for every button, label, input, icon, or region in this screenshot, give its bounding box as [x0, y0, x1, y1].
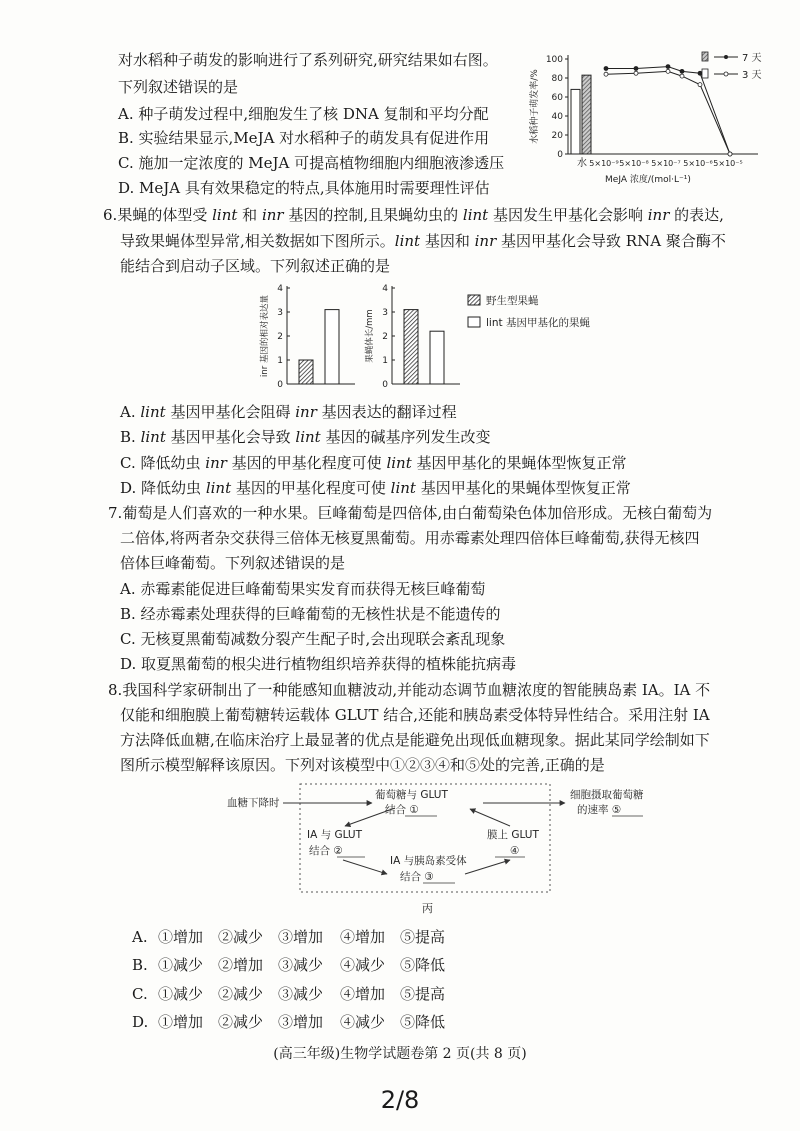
- gene-lint: lint: [140, 403, 166, 421]
- q6-line3: 能结合到启动子区域。下列叙述正确的是: [120, 257, 391, 275]
- q5-stem-tail: 对水稻种子萌发的影响进行了系列研究,研究结果如右图。: [118, 51, 498, 69]
- q6-a-p1: 基因表达的翻译过程: [316, 403, 457, 421]
- page-footer: (高三年级)生物学试题卷第 2 页(共 8 页): [273, 1046, 527, 1062]
- gene-lint: lint: [295, 428, 321, 446]
- q6-l1a: 果蝇的体型受: [117, 206, 213, 224]
- gene-lint: lint: [212, 206, 238, 224]
- q6-option-a: [120, 402, 457, 422]
- gene-lint: lint: [394, 232, 421, 250]
- q7-text: 葡萄是人们喜欢的一种水果。巨峰葡萄是四倍体,由白葡萄染色体加倍形成。无核白葡萄为: [122, 504, 713, 522]
- gene-inr: inr: [295, 403, 317, 421]
- legend-label-wild-type: 野生型果蝇: [486, 295, 539, 307]
- y-tick-label: 1: [382, 356, 388, 366]
- q5-option-a: A. 种子萌发过程中,细胞发生了核 DNA 复制和平均分配: [118, 105, 489, 123]
- legend-swatch-3day-bar: [702, 69, 708, 78]
- y-tick-label: 4: [382, 284, 388, 294]
- point-7day: [666, 65, 670, 69]
- q8-option-item: ③增加: [278, 928, 324, 946]
- x-tick-label: 水: [577, 158, 587, 169]
- q7-option-a: A. 赤霉素能促进巨峰葡萄果实发育而获得无核巨峰葡萄: [120, 580, 486, 598]
- y-tick-label: 0: [382, 380, 388, 390]
- q6-d-p0: 降低幼虫: [141, 479, 206, 497]
- y-tick-label: 1: [277, 356, 283, 366]
- point-7day: [604, 67, 608, 71]
- y-tick-label: 2: [382, 332, 388, 342]
- node-uptake-1: 细胞摄取葡萄糖: [570, 789, 644, 801]
- x-axis-label: MeJA 浓度/(mol·L⁻¹): [605, 175, 691, 185]
- q8-line2: 仅能和细胞膜上葡萄糖转运载体 GLUT 结合,还能和胰岛素受体特异性结合。采用注射 IA: [120, 706, 710, 724]
- q6-line2: [120, 231, 726, 251]
- q8-option-item: ②减少: [218, 928, 264, 946]
- node-membrane-glut-2: ④: [510, 845, 520, 857]
- y-tick-label: 0: [557, 150, 563, 160]
- gene-lint: lint: [140, 428, 166, 446]
- y-tick-label: 4: [277, 284, 283, 294]
- point-3day: [634, 71, 638, 75]
- q6-a-label: A.: [120, 403, 141, 421]
- q8-option-item: ③减少: [278, 985, 324, 1003]
- q7-option-b: B. 经赤霉素处理获得的巨峰葡萄的无核性状是不能遗传的: [120, 605, 501, 623]
- q6-option-d: [120, 478, 631, 498]
- series-line-3day: [606, 71, 730, 154]
- q6-l1e: 的表达,: [669, 206, 724, 224]
- y-tick-label: 40: [551, 112, 563, 122]
- q6-c-p2: 基因甲基化的果蝇体型恢复正常: [411, 454, 627, 472]
- diagram-start: 血糖下降时: [227, 797, 280, 809]
- body-length-y-label: 果蝇体长/mm: [365, 309, 375, 363]
- y-tick-label: 100: [545, 55, 563, 65]
- q8-option-label: B.: [132, 956, 148, 974]
- point-7day: [698, 71, 702, 75]
- q8-option-label: D.: [132, 1013, 149, 1031]
- bar-wild-type: [299, 360, 313, 384]
- y-tick-label: 80: [551, 74, 563, 84]
- q8-option-item: ④减少: [340, 956, 386, 974]
- x-tick-label: 5×10⁻⁶: [683, 159, 713, 168]
- q8-option-item: ⑤提高: [400, 985, 446, 1003]
- q5-option-c: C. 施加一定浓度的 MeJA 可提高植物细胞内细胞液渗透压: [118, 154, 505, 172]
- node-uptake-2: 的速率 ⑤: [577, 804, 622, 816]
- gene-lint: lint: [205, 479, 232, 497]
- legend-swatch-wild-type: [468, 295, 480, 305]
- gene-inr: inr: [261, 206, 284, 224]
- legend-marker-7day: [724, 55, 728, 59]
- q8-option-item: ③增加: [278, 1013, 324, 1031]
- q8-option-item: ③减少: [278, 956, 324, 974]
- q8-option-item: ①增加: [158, 928, 204, 946]
- q5-option-b: B. 实验结果显示,MeJA 对水稻种子的萌发具有促进作用: [118, 129, 490, 147]
- q6-l1b: 和: [237, 206, 262, 224]
- point-3day: [680, 74, 684, 78]
- q6-a-p0: 基因甲基化会阻碍: [170, 403, 296, 421]
- q8-option-item: ④增加: [340, 985, 386, 1003]
- q8-option-item: ①减少: [158, 985, 204, 1003]
- q7-option-d: D. 取夏黑葡萄的根尖进行植物组织培养获得的植株能抗病毒: [120, 655, 517, 673]
- gene-inr: inr: [205, 454, 227, 472]
- q6-l1c: 基因的控制,且果蝇幼虫的: [283, 206, 463, 224]
- point-3day: [604, 72, 608, 76]
- fruitfly-charts: [252, 280, 662, 398]
- q8-option-item: ①增加: [158, 1013, 204, 1031]
- meja-germination-chart: [520, 42, 785, 202]
- gene-lint: lint: [462, 206, 489, 224]
- y-tick-label: 60: [551, 93, 563, 103]
- node-ia-glut-2: 结合 ②: [309, 845, 343, 857]
- node-ia-receptor-2: 结合 ③: [400, 871, 434, 883]
- x-tick-label: 5×10⁻⁵: [713, 159, 743, 168]
- y-tick-label: 3: [382, 308, 388, 318]
- q6-line1: [103, 205, 724, 225]
- x-tick-label: 5×10⁻⁸: [619, 159, 649, 168]
- x-tick-label: 5×10⁻⁷: [651, 159, 681, 168]
- q6-b-p0: 基因甲基化会导致: [170, 428, 296, 446]
- node-glucose-glut-2: 结合 ①: [385, 804, 419, 816]
- y-tick-label: 2: [277, 332, 283, 342]
- q8-option-item: ⑤降低: [400, 956, 446, 974]
- gene-inr: inr: [474, 232, 497, 250]
- y-tick-label: 0: [277, 380, 283, 390]
- q8-option-item: ②减少: [218, 1013, 264, 1031]
- diagram-caption: 丙: [422, 902, 433, 915]
- node-ia-glut-1: IA 与 GLUT: [307, 829, 363, 841]
- bar-lint-methylated: [430, 331, 444, 384]
- q6-d-p2: 基因甲基化的果蝇体型恢复正常: [415, 479, 631, 497]
- node-ia-receptor-1: IA 与胰岛素受体: [390, 855, 467, 867]
- q6-c-label: C.: [120, 454, 141, 472]
- q6-b-label: B.: [120, 428, 141, 446]
- y-axis-label: 水稻种子萌发率/%: [530, 69, 540, 144]
- gene-lint: lint: [390, 479, 416, 497]
- point-3day: [728, 152, 732, 156]
- q8-option-label: C.: [132, 985, 148, 1003]
- gene-lint: lint: [386, 454, 412, 472]
- q8-option-item: ⑤降低: [400, 1013, 446, 1031]
- bar-wild-type: [404, 310, 418, 384]
- q8-option-item: ②减少: [218, 985, 264, 1003]
- q6-l2b: 基因和: [420, 232, 475, 250]
- q6-d-label: D.: [120, 479, 142, 497]
- glucose-model-diagram: [225, 782, 695, 917]
- q8-line4: 图所示模型解释该原因。下列对该模型中①②③④和⑤处的完善,正确的是: [120, 756, 605, 774]
- gene-inr: inr: [647, 206, 670, 224]
- q6-number: 6.: [103, 206, 118, 224]
- legend-label-3day: 3 天: [742, 70, 762, 81]
- q6-b-p1: 基因的碱基序列发生改变: [320, 428, 491, 446]
- inr-expression-y-label: inr 基因的相对表达量: [260, 295, 270, 377]
- bar-water-3day: [571, 89, 580, 154]
- point-3day: [698, 83, 702, 87]
- q5-ask: 下列叙述错误的是: [118, 78, 239, 96]
- node-glucose-glut-1: 葡萄糖与 GLUT: [375, 789, 448, 801]
- q8-option-item: ②增加: [218, 956, 264, 974]
- q6-l1d: 基因发生甲基化会影响: [488, 206, 648, 224]
- node-membrane-glut-1: 膜上 GLUT: [487, 829, 539, 841]
- legend-label-lint-methylated: lint 基因甲基化的果蝇: [486, 317, 590, 329]
- legend-label-7day: 7 天: [742, 53, 762, 64]
- q6-c-p0: 降低幼虫: [140, 454, 206, 472]
- q7-line3: 倍体巨峰葡萄。下列叙述错误的是: [120, 554, 346, 572]
- y-tick-label: 20: [551, 131, 563, 141]
- bar-lint-methylated: [325, 310, 339, 384]
- bar-water-7day: [582, 75, 591, 154]
- point-3day: [666, 69, 670, 73]
- page-number: 2/8: [380, 1086, 420, 1114]
- q8-text: 我国科学家研制出了一种能感知血糖波动,并能动态调节血糖浓度的智能胰岛素 IA。IA 不: [122, 681, 711, 699]
- q7-number: 7.: [108, 504, 123, 522]
- q6-l2c: 基因甲基化会导致 RNA 聚合酶不: [496, 232, 726, 250]
- q8-line3: 方法降低血糖,在临床治疗上最显著的优点是能避免出现低血糖现象。据此某同学绘制如下: [120, 731, 710, 749]
- q8-option-label: A.: [132, 928, 148, 946]
- q8-number: 8.: [108, 681, 123, 699]
- legend-swatch-lint-methylated: [468, 317, 480, 327]
- q8-line1: [108, 680, 710, 700]
- point-7day: [634, 67, 638, 71]
- legend-swatch-7day-bar: [702, 52, 708, 61]
- q6-l2a: 导致果蝇体型异常,相关数据如下图所示。: [120, 232, 395, 250]
- q6-d-p1: 基因的甲基化程度可使: [231, 479, 391, 497]
- point-7day: [680, 69, 684, 73]
- legend-marker-3day: [724, 72, 728, 76]
- q6-c-p1: 基因的甲基化程度可使: [226, 454, 387, 472]
- q5-option-d: D. MeJA 具有效果稳定的特点,具体施用时需要理性评估: [118, 179, 490, 197]
- q8-option-item: ⑤提高: [400, 928, 446, 946]
- q7-line1: [108, 503, 712, 523]
- q7-line2: 二倍体,将两者杂交获得三倍体无核夏黑葡萄。用赤霉素处理四倍体巨峰葡萄,获得无核四: [120, 529, 700, 547]
- y-tick-label: 3: [277, 308, 283, 318]
- q8-option-item: ④增加: [340, 928, 386, 946]
- q8-option-item: ①减少: [158, 956, 204, 974]
- q6-option-b: [120, 427, 491, 447]
- q6-option-c: [120, 453, 627, 473]
- x-tick-label: 5×10⁻⁹: [589, 159, 619, 168]
- q7-option-c: C. 无核夏黑葡萄减数分裂产生配子时,会出现联会紊乱现象: [120, 630, 506, 648]
- q8-option-item: ④减少: [340, 1013, 386, 1031]
